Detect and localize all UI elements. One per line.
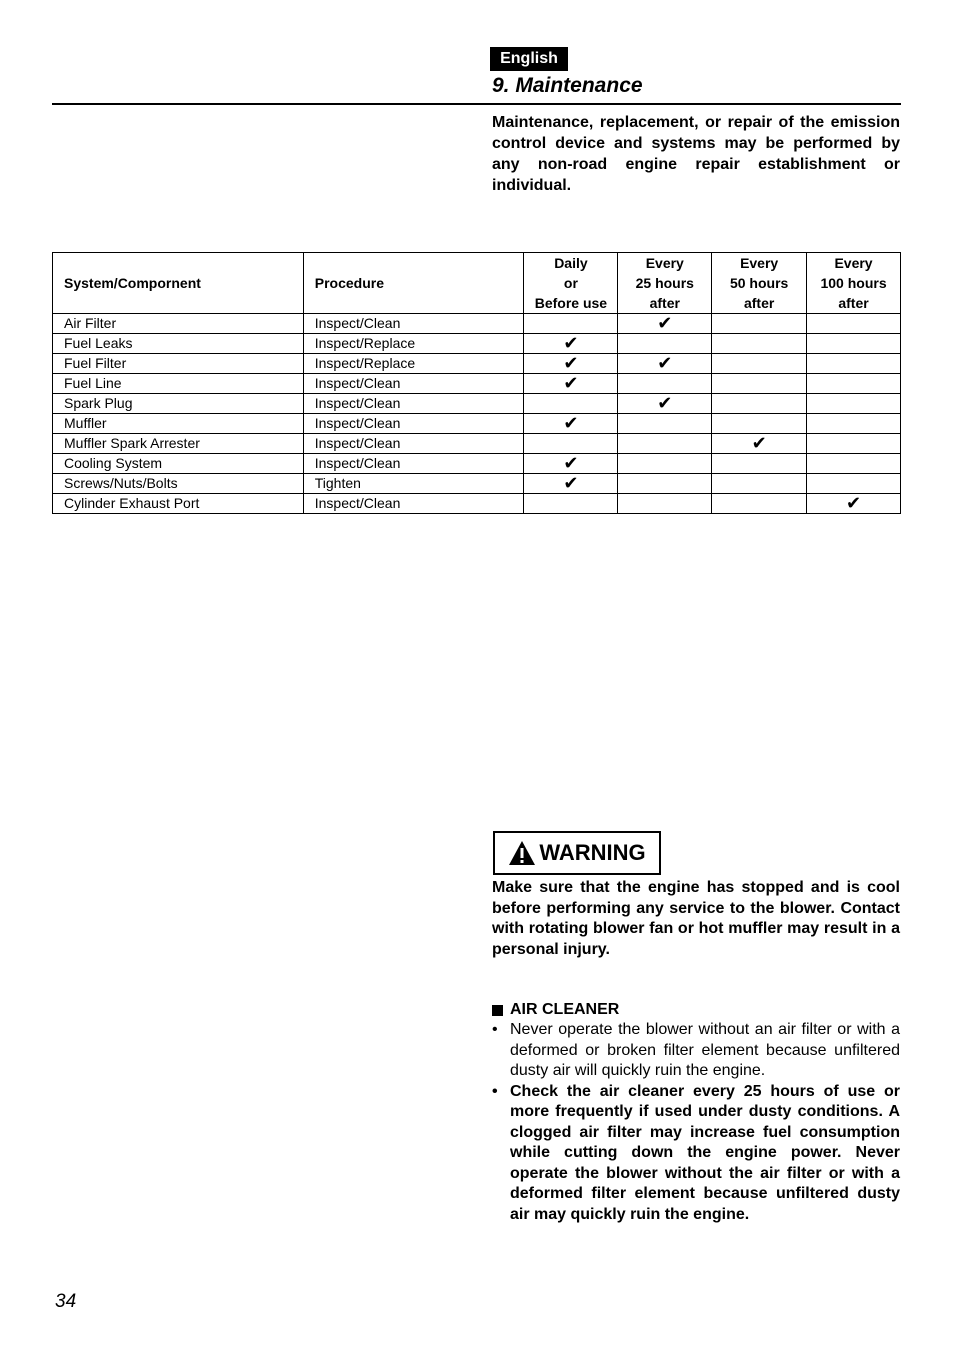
cell-daily: ✔ — [524, 374, 618, 394]
cell-25h — [618, 334, 712, 354]
cell-procedure: Inspect/Clean — [303, 374, 524, 394]
cell-50h — [712, 394, 807, 414]
table-row — [53, 334, 901, 354]
header-every-100-hours: Every 100 hours after — [807, 253, 901, 314]
cell-daily — [524, 394, 618, 414]
table-row — [53, 354, 901, 374]
header-daily: Daily or Before use — [524, 253, 618, 314]
title-divider — [52, 103, 901, 105]
cell-100h — [807, 434, 901, 454]
table-row — [53, 394, 901, 414]
cell-component: Muffler Spark Arrester — [53, 434, 304, 454]
cell-50h: ✔ — [712, 434, 807, 454]
cell-50h — [712, 354, 807, 374]
intro-paragraph: Maintenance, replacement, or repair of the emission control device and systems may be performed by any non-road engine repair establishment or individual. — [492, 114, 900, 194]
cell-procedure: Inspect/Clean — [303, 414, 524, 434]
air-cleaner-heading — [492, 1000, 619, 1020]
cell-100h — [807, 374, 901, 394]
cell-50h — [712, 474, 807, 494]
square-bullet-icon — [492, 1005, 503, 1016]
cell-25h — [618, 434, 712, 454]
cell-100h — [807, 474, 901, 494]
cell-daily: ✔ — [524, 454, 618, 474]
cell-daily: ✔ — [524, 334, 618, 354]
cell-component: Air Filter — [53, 314, 304, 334]
list-item — [492, 1082, 900, 1226]
cell-50h — [712, 374, 807, 394]
warning-triangle-icon — [508, 840, 536, 866]
cell-daily: ✔ — [524, 354, 618, 374]
header-every-25-hours: Every 25 hours after — [618, 253, 712, 314]
list-item-text: Check the air cleaner every 25 hours of use or more frequently if used under dusty conditions. A clogged air filter may increase fuel consumption while cutting down the engine power. Never operate the blower without the air filter or with a deformed filter element because unfiltered dusty air may quickly ruin the engine. — [510, 1082, 900, 1223]
table-header-row — [53, 253, 901, 314]
bullet-icon: • — [492, 1021, 498, 1038]
air-cleaner-list — [492, 1020, 900, 1225]
cell-procedure: Inspect/Clean — [303, 494, 524, 514]
cell-procedure: Inspect/Clean — [303, 454, 524, 474]
section-title: 9. Maintenance — [492, 74, 643, 97]
cell-25h — [618, 374, 712, 394]
cell-100h — [807, 454, 901, 474]
page-number: 34 — [55, 1291, 77, 1312]
cell-component: Fuel Filter — [53, 354, 304, 374]
cell-100h: ✔ — [807, 494, 901, 514]
cell-component: Cylinder Exhaust Port — [53, 494, 304, 514]
cell-procedure: Inspect/Replace — [303, 354, 524, 374]
cell-25h: ✔ — [618, 314, 712, 334]
list-item — [492, 1020, 900, 1082]
cell-component: Spark Plug — [53, 394, 304, 414]
cell-daily — [524, 314, 618, 334]
cell-50h — [712, 414, 807, 434]
table-row — [53, 474, 901, 494]
cell-50h — [712, 314, 807, 334]
cell-daily: ✔ — [524, 474, 618, 494]
table-row — [53, 434, 901, 454]
table-row — [53, 414, 901, 434]
cell-procedure: Tighten — [303, 474, 524, 494]
cell-daily: ✔ — [524, 414, 618, 434]
cell-procedure: Inspect/Clean — [303, 314, 524, 334]
cell-100h — [807, 394, 901, 414]
cell-50h — [712, 494, 807, 514]
cell-component: Muffler — [53, 414, 304, 434]
cell-25h: ✔ — [618, 394, 712, 414]
cell-100h — [807, 314, 901, 334]
cell-component: Fuel Leaks — [53, 334, 304, 354]
cell-component: Screws/Nuts/Bolts — [53, 474, 304, 494]
cell-25h — [618, 474, 712, 494]
cell-procedure: Inspect/Replace — [303, 334, 524, 354]
header-procedure: Procedure — [303, 253, 524, 314]
cell-procedure: Inspect/Clean — [303, 434, 524, 454]
header-component: System/Compornent — [53, 253, 304, 314]
cell-25h — [618, 454, 712, 474]
warning-label: WARNING — [539, 840, 646, 865]
table-row — [53, 454, 901, 474]
header-every-50-hours: Every 50 hours after — [712, 253, 807, 314]
language-badge: English — [490, 47, 568, 71]
cell-25h — [618, 494, 712, 514]
air-cleaner-heading-label: AIR CLEANER — [510, 1001, 620, 1018]
table-row — [53, 494, 901, 514]
cell-25h — [618, 414, 712, 434]
cell-procedure: Inspect/Clean — [303, 394, 524, 414]
warning-label-box — [493, 831, 661, 875]
cell-component: Fuel Line — [53, 374, 304, 394]
warning-text: Make sure that the engine has stopped and is cool before performing any service to the blower. Contact with rotating blower fan or hot muffler may result in a personal injury. — [492, 879, 900, 958]
list-item-text: Never operate the blower without an air filter or with a deformed or broken filter element because unfiltered dusty air will quickly ruin the engine. — [510, 1021, 900, 1079]
cell-daily — [524, 494, 618, 514]
cell-50h — [712, 454, 807, 474]
bullet-icon: • — [492, 1082, 498, 1100]
cell-component: Cooling System — [53, 454, 304, 474]
table-row — [53, 314, 901, 334]
cell-100h — [807, 414, 901, 434]
cell-100h — [807, 354, 901, 374]
cell-daily — [524, 434, 618, 454]
maintenance-schedule-table — [52, 252, 901, 514]
cell-100h — [807, 334, 901, 354]
cell-50h — [712, 334, 807, 354]
cell-25h: ✔ — [618, 354, 712, 374]
table-row — [53, 374, 901, 394]
